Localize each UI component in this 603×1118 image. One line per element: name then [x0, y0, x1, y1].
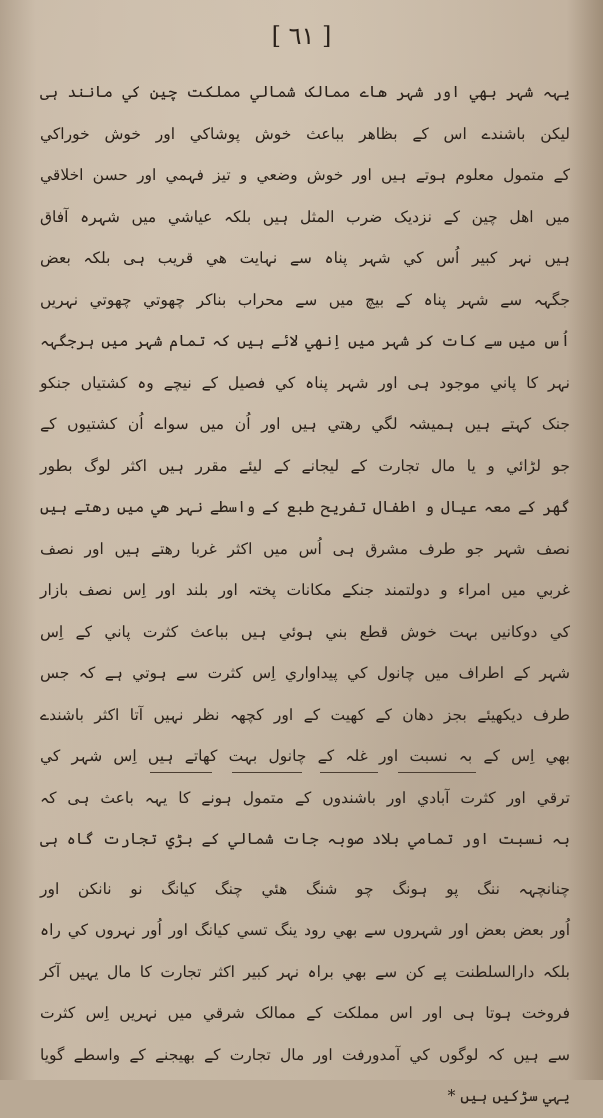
text-line: یہي سڑکیں ہیں * — [447, 1087, 570, 1105]
page-number: [ ٦١ ] — [271, 22, 332, 50]
text-line: سے ہیں کہ لوگوں کي آمدورفت اور مال تجارت کے بھیجنے کے واسطے گویا — [40, 1045, 570, 1064]
overline-marks — [150, 772, 480, 774]
text-line: اُور بعض بعض اور شہروں سے بھي رود ینگ تسي کیانگ اور اُور نہروں کي راہ — [40, 921, 570, 939]
text-line: جگہہ سے شہر پناہ کے بیچ میں سے محراب بناکر چھوتي چھوتي نہریں — [40, 290, 570, 309]
text-line: ہیں نہر کبیر اُس کي شہر پناہ سے نہایت ھي قریب ہی بلکہ بعض — [40, 249, 570, 267]
text-line: شہر کے اطراف میں چانول کي پیداواري اِس کثرت سے ہوتي ہے کہ جس — [40, 664, 570, 682]
overline-mark — [150, 772, 212, 773]
overline-mark — [320, 772, 378, 773]
text-line: چنانچہہ ننگ پو ہونگ چو شنگ ھئي چنگ کیانگ نو نانکن اور — [40, 879, 570, 898]
overline-mark — [232, 772, 302, 773]
text-line: طرف دیکھیئے بجز دھان کے کھیت کے اور کچھہ نظر نہیں آتا اکثر باشندے — [40, 705, 570, 724]
text-line: نہر کا پاني موجود ہی اور شہر پناہ کي فصیل کے نیچے وہ کشتیاں جنکو — [40, 373, 570, 392]
text-line: غربي میں امراء و دولتمند جنکے مکانات پختہ اور بلند اور اِس نصف بازار — [40, 581, 570, 599]
text-line: میں اھل چین کے نزدیک ضرب المثل ہیں بلکہ عیاشي میں شہرہ آفاق — [40, 207, 570, 226]
text-line: بھي اِس کے بہ نسبت اور غلہ کے چانول بہت کھاتے ہیں اِس شہر کي — [40, 747, 570, 765]
line-gap — [40, 861, 570, 869]
text-line: کي دوکانیں بہت خوش قطع بني ہوئي ہیں بباعث کثرت پاني کے اِس — [40, 622, 570, 641]
text-line: ترقي اور کثرت آبادي اور باشندوں کے متمول ہونے کا یہہ باعث ہی کہ — [40, 788, 570, 807]
text-line: جنک کہتے ہیں ہمیشہ لگي رھتي ہیں اور اُن میں سواے اُن کشتیوں کے — [40, 415, 570, 433]
text-line: کے متمول معلوم ہوتے ہیں اور خوش وضعي و تیز فہمي اور حسن اخلاقي — [40, 166, 570, 184]
text-line: فروخت ہوتا ہی اور اس مملکت کے ممالک شرقي میں نہریں اِس کثرت — [40, 1004, 570, 1022]
text-line: جو لڑائي و یا مال تجارت کے لیجانے کے لیئے مقرر ہیں اکثر لوگ بطور — [40, 456, 570, 475]
text-line: یہہ شہر بھي اور شہر ھاے ممالک شمالي مملکت چین کي مانند ہی — [40, 83, 570, 101]
text-line: بلکہ دارالسلطنت پے کن سے بھي براہ نہر کبیر اکثر تجارت کا مال یہیں آکر — [40, 962, 570, 981]
text-line: لیکن باشندے اس کے بظاھر بباعث خوش پوشاکي اور خوش خوراکي — [40, 124, 570, 143]
text-line: اُس میں سے کات کر شہر میں اِنھي لائے ہیں کہ تمام شہر میں ہرجگہہ — [40, 332, 570, 350]
text-line: نصف شہر جو طرف مشرق ہی اُس میں اکثر غربا رھتے ہیں اور نصف — [40, 539, 570, 558]
body-text — [40, 72, 570, 1118]
text-line: گھر کے معہ عیال و اطفال تفریح طبع کے واسطے نہر ھي میں رھتے ہیں — [40, 498, 570, 516]
overline-mark — [398, 772, 476, 773]
text-line: بہ نسبت اور تمامي بلاد صوبہ جات شمالي کے بڑي تجارت گاہ ہی — [40, 830, 570, 848]
